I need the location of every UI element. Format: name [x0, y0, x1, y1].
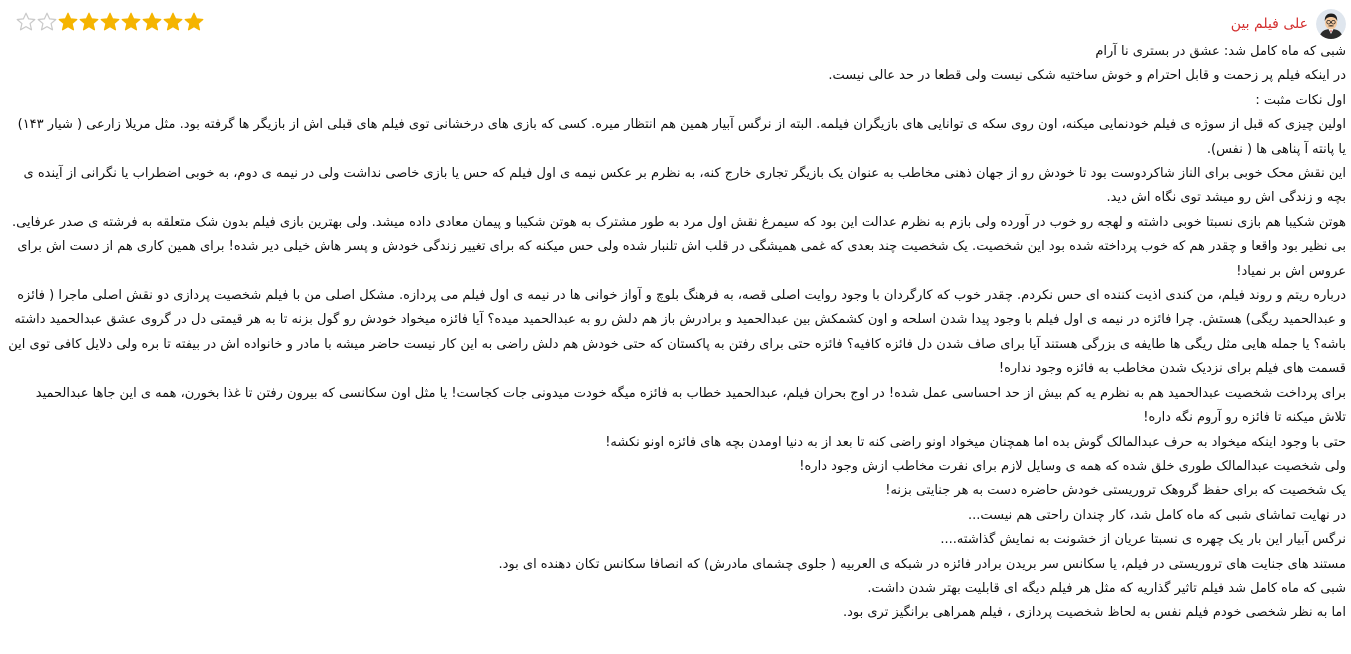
- review-paragraph: اول نکات مثبت :: [1255, 92, 1346, 108]
- review-paragraph: درباره ریتم و روند فیلم، من کندی اذیت کننده ای حس نکردم. چقدر خوب که کارگردان با وجود روایت اصلی قصه، به فرهنگ بلوچ و آواز خوانی ها در نیمه ی اول فیلم می پردازه. مشکل اصلی من با فیلم شخصیت پردازی دو نقش اصلی ماجرا ( فائزه و عبدالحمید ریگی) هستش. چرا فائزه در نیمه ی اول فیلم با وجود پیدا شدن اسلحه و اون کشمکش بین عبدالحمید و برادرش باز هم دلش رو به عبدالحمید میده؟ آیا فائزه میخواد خودش رو گول بزنه تا به هر قیمتی دل در گروی عشق عبدالحمید داشته باشه؟ یا جمله هایی مثل ریگی ها طایفه ی بزرگی هستند آیا برای صاف شدن دل فائزه کافیه؟ فائزه حتی برای رفتن به پاکستان که حتی خودش هم دلش راضی به این کار نیست حاضر میشه با مادر و خانواده اش در بیفته تا بره ولی دلایل کافی توی این قسمت های فیلم برای نزدیک شدن مخاطب به فائزه وجود نداره!: [8, 288, 1346, 377]
- author-name[interactable]: علی فیلم بین: [1230, 16, 1308, 32]
- user-avatar-icon[interactable]: [1316, 9, 1346, 39]
- review-paragraph: در نهایت تماشای شبی که ماه کامل شد، کار چندان راحتی هم نیست...: [967, 507, 1346, 523]
- review-paragraph: حتی با وجود اینکه میخواد به حرف عبدالمالک گوش بده اما همچنان میخواد اونو راضی کنه تا بعد از به دنیا اومدن بچه های فائزه اونو نکشه!: [605, 434, 1346, 450]
- review-paragraph: ولی شخصیت عبدالمالک طوری خلق شده که همه ی وسایل لازم برای نفرت مخاطب ازش وجود داره!: [799, 458, 1346, 474]
- review-paragraph: این نقش محک خوبی برای الناز شاکردوست بود تا خودش رو از جهان ذهنی مخاطب به عنوان یک بازیگر تجاری خارج کنه، به نظرم بر عکس نیمه ی اول فیلم که حس یا بازی خاصی نداشت ولی در نیمه ی دوم، به خوبی اضطراب یا نگرانی از آینده ی بچه و زندگی اش رو میشد توی نگاه اش دید.: [23, 166, 1346, 206]
- star-empty-icon: [37, 12, 57, 32]
- review-paragraph: شبی که ماه کامل شد: عشق در بستری نا آرام: [1095, 44, 1346, 59]
- review-body: [8, 40, 1346, 626]
- review-paragraph: اولین چیزی که قبل از سوژه ی فیلم خودنمایی میکنه، اون روی سکه ی توانایی های بازیگران فیلمه. البته از نرگس آبیار همین هم انتظار میره. کسی که بازی های درخشانی توی فیلم های قبلی اش از بازیگر ها گرفته بود. مثل مریلا زارعی ( شیار ۱۴۳) یا پانته آ پناهی ها ( نفس).: [17, 117, 1346, 157]
- author[interactable]: [1231, 8, 1346, 40]
- review-paragraph: در اینکه فیلم پر زحمت و قابل احترام و خوش ساختیه شکی نیست ولی قطعا در حد عالی نیست.: [828, 68, 1346, 84]
- star-empty-icon: [16, 12, 36, 32]
- star-filled-icon: [100, 12, 120, 32]
- star-filled-icon: [121, 12, 141, 32]
- review-paragraph: اما به نظر شخصی خودم فیلم نفس به لحاظ شخصیت پردازی ، فیلم همراهی برانگیز تری بود.: [842, 605, 1346, 621]
- review-paragraph: مستند های جنایت های تروریستی در فیلم، یا سکانس سر بریدن برادر فائزه در شبکه ی العربیه ( جلوی چشمای مادرش) که انصافا سکانس تکان دهنده ای بود.: [498, 556, 1346, 572]
- star-filled-icon: [163, 12, 183, 32]
- star-filled-icon: [79, 12, 99, 32]
- review-paragraph: برای پرداخت شخصیت عبدالحمید هم به نظرم یه کم بیش از حد احساسی عمل شده! در اوج بحران فیلم، عبدالحمید خطاب به فائزه میگه خودت میدونی جات کجاست! یا مثل اون سکانسی که بیرون رفتن تا غذا بخورن، همه ی این جاها عبدالحمید تلاش میکنه تا فائزه رو آروم نگه داره!: [35, 385, 1346, 426]
- review-paragraph: نرگس آبیار این بار یک چهره ی نسبتا عریان از خشونت به نمایش گذاشته....: [940, 532, 1346, 548]
- review-header: [16, 8, 1346, 40]
- review-paragraph: شبی که ماه کامل شد فیلم تاثیر گذاریه که مثل هر فیلم دیگه ای قابلیت بهتر شدن داشت.: [867, 580, 1346, 596]
- star-filled-icon: [142, 12, 162, 32]
- star-filled-icon: [184, 12, 204, 32]
- star-filled-icon: [58, 12, 78, 32]
- review-paragraph: یک شخصیت که برای حفظ گروهک تروریستی خودش حاضره دست به هر جنایتی بزنه!: [885, 483, 1346, 499]
- review-paragraph: هوتن شکیبا هم بازی نسبتا خوبی داشته و لهجه رو خوب در آورده ولی بازم به نظرم عدالت این بود که سیمرغ نقش اول مرد به طور مشترک به هوتن شکیبا و پیمان معادی داده میشد. ولی بهترین بازی فیلم بدون شک متعلقه به فرشته ی صدر عرفایی. بی نظیر بود واقعا و چقدر هم که خوب پرداخته شده بود این شخصیت. یک شخصیت چند بعدی که غمی همیشگی در قلب اش تلنبار شده ولی حس میکنه که برای تغییر زندگی خودش و پسر هاش خیلی دیر شده! برای همین کاری هم از دست اش برای عروس اش بر نمیاد!: [12, 214, 1346, 279]
- rating-stars: [16, 12, 204, 32]
